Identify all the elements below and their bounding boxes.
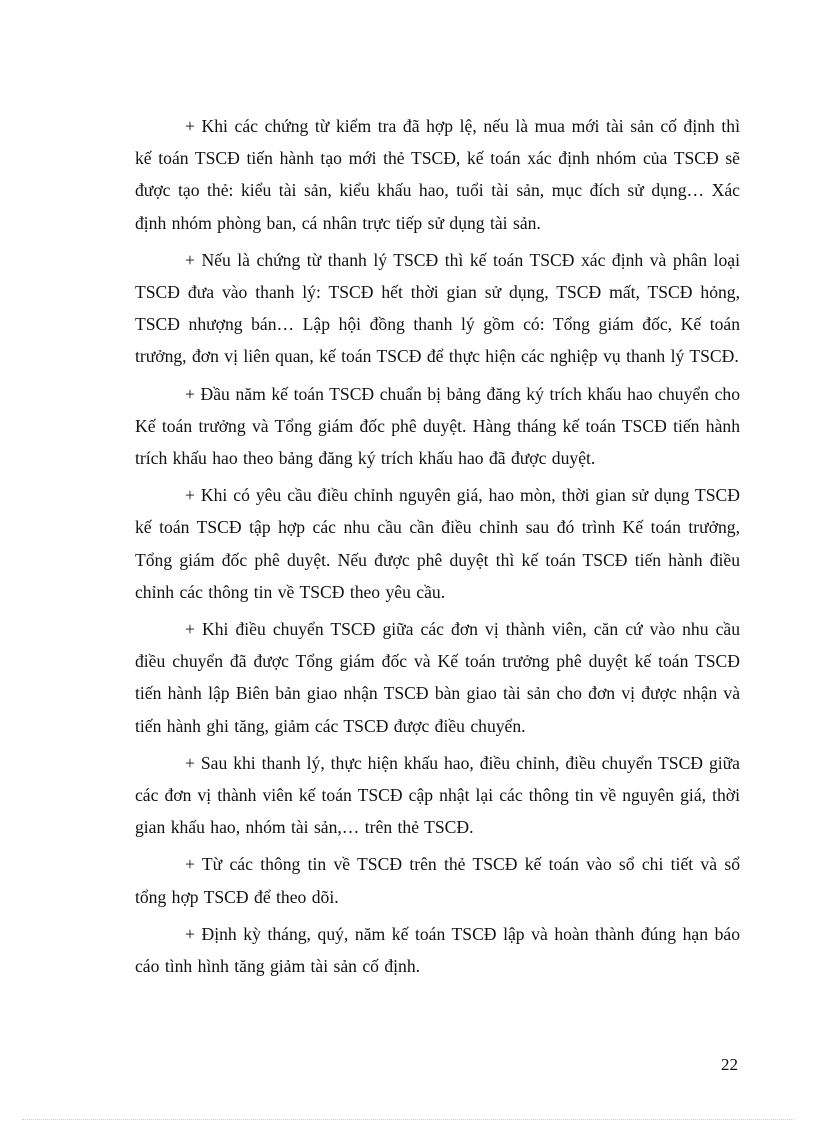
paragraph-update-asset-card: + Sau khi thanh lý, thực hiện khấu hao, điều chỉnh, điều chuyển TSCĐ giữa các đơn vị thành viên kế toán TSCĐ cập nhật lại các thông tin về nguyên giá, thời gian khấu hao, nhóm tài sản,… trên thẻ TSCĐ. xyxy=(135,752,740,838)
paragraph-new-asset-card: + Khi các chứng từ kiểm tra đã hợp lệ, nếu là mua mới tài sản cố định thì kế toán TSCĐ tiến hành tạo mới thẻ TSCĐ, kế toán xác định nhóm của TSCĐ sẽ được tạo thẻ: kiểu tài sản, kiểu khấu hao, tuổi tài sản, mục đích sử dụng… Xác định nhóm phòng ban, cá nhân trực tiếp sử dụng tài sản. xyxy=(135,116,740,233)
paragraph-depreciation-register: + Đầu năm kế toán TSCĐ chuẩn bị bảng đăng ký trích khấu hao chuyển cho Kế toán trưởng và Tổng giám đốc phê duyệt. Hàng tháng kế toán TSCĐ tiến hành trích khấu hao theo bảng đăng ký trích khấu hao đã được duyệt. xyxy=(135,383,740,469)
document-body xyxy=(135,110,740,987)
footer-divider xyxy=(22,1119,794,1120)
paragraph-periodic-report: + Định kỳ tháng, quý, năm kế toán TSCĐ lập và hoàn thành đúng hạn báo cáo tình hình tăng giảm tài sản cố định. xyxy=(135,923,740,977)
paragraph-asset-liquidation: + Nếu là chứng từ thanh lý TSCĐ thì kế toán TSCĐ xác định và phân loại TSCĐ đưa vào thanh lý: TSCĐ hết thời gian sử dụng, TSCĐ mất, TSCĐ hỏng, TSCĐ nhượng bán… Lập hội đồng thanh lý gồm có: Tổng giám đốc, Kế toán trưởng, đơn vị liên quan, kế toán TSCĐ để thực hiện các nghiệp vụ thanh lý TSCĐ. xyxy=(135,249,740,367)
paragraph-ledger-entry: + Từ các thông tin về TSCĐ trên thẻ TSCĐ kế toán vào sổ chi tiết và sổ tổng hợp TSCĐ để theo dõi. xyxy=(135,854,740,907)
paragraph-asset-adjustment: + Khi có yêu cầu điều chỉnh nguyên giá, hao mòn, thời gian sử dụng TSCĐ kế toán TSCĐ tập hợp các nhu cầu cần điều chỉnh sau đó trình Kế toán trưởng, Tổng giám đốc phê duyệt. Nếu được phê duyệt thì kế toán TSCĐ tiến hành điều chỉnh các thông tin về TSCĐ theo yêu cầu. xyxy=(135,485,740,602)
page-number: 22 xyxy=(721,1055,738,1074)
paragraph-asset-transfer: + Khi điều chuyển TSCĐ giữa các đơn vị thành viên, căn cứ vào nhu cầu điều chuyển đã được Tổng giám đốc và Kế toán trưởng phê duyệt kế toán TSCĐ tiến hành lập Biên bản giao nhận TSCĐ bàn giao tài sản cho đơn vị được nhận và tiến hành ghi tăng, giảm các TSCĐ được điều chuyển. xyxy=(135,619,740,736)
